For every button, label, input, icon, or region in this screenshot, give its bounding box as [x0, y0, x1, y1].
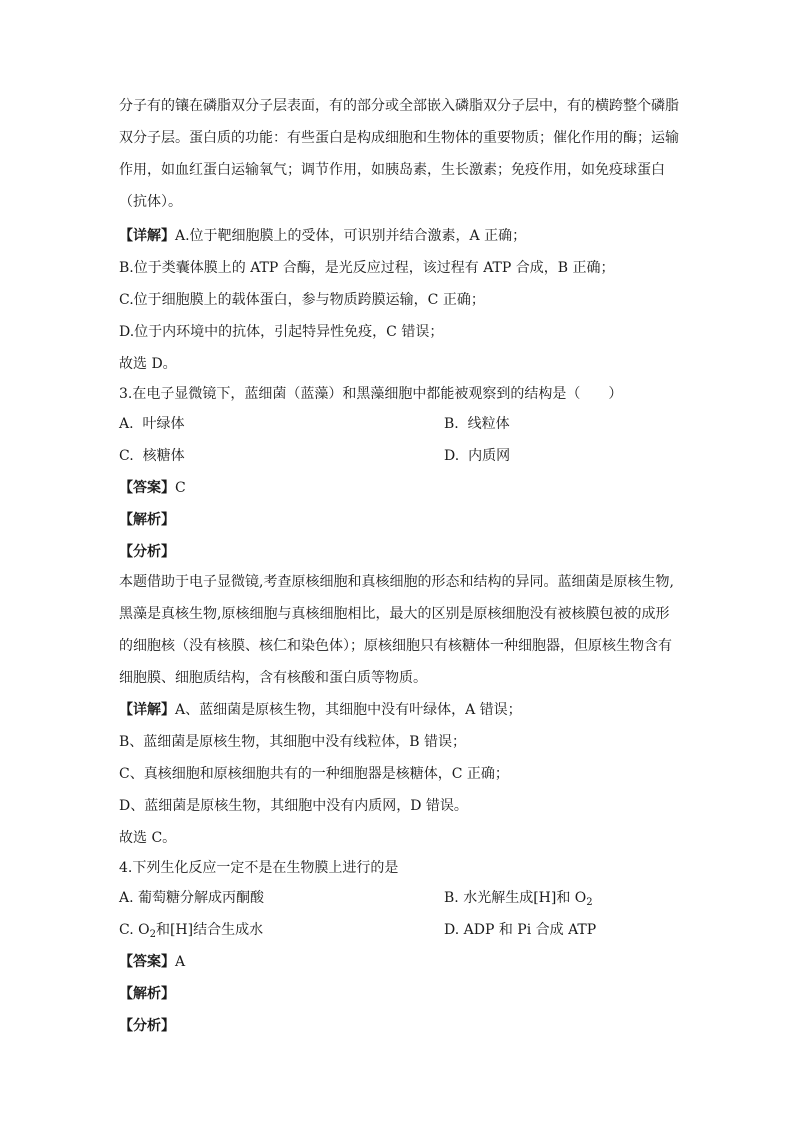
q2-conclusion: 故选 D。	[119, 356, 177, 372]
q2-detail-line: D.位于内环境中的抗体，引起特异性免疫，C 错误；	[119, 324, 444, 340]
q4-option-d: D. ADP 和 Pi 合成 ATP	[444, 922, 597, 938]
intro-line: （抗体）。	[119, 194, 182, 210]
q3-fenxi-line: 本题借助于电子显微镜,考查原核细胞和真核细胞的形态和结构的异同。蓝细菌是原核生物,	[119, 574, 674, 590]
q3-stem: 3.在电子显微镜下，蓝细菌（蓝藻）和黑藻细胞中都能被观察到的结构是（ ）	[119, 386, 623, 402]
intro-line: 作用，如血红蛋白运输氧气；调节作用，如胰岛素，生长激素；免疫作用，如免疫球蛋白	[119, 162, 665, 178]
q3-detail-line: D、蓝细菌是原核生物，其细胞中没有内质网，D 错误。	[119, 798, 468, 814]
q4-option-a: A. 葡萄糖分解成丙酮酸	[119, 890, 265, 906]
q3-detail-line: B、蓝细菌是原核生物，其细胞中没有线粒体，B 错误；	[119, 734, 467, 750]
q2-detail-line: B.位于类囊体膜上的 ATP 合酶，是光反应过程，该过程有 ATP 合成，B 正确；	[119, 260, 615, 276]
q3-fenxi-line: 细胞膜、细胞质结构，含有核酸和蛋白质等物质。	[119, 670, 427, 686]
q3-fenxi-tag: 【分析】	[119, 544, 175, 560]
q2-detail-line: C.位于细胞膜上的载体蛋白，参与物质跨膜运输，C 正确；	[119, 292, 485, 308]
q4-answer: 【答案】A	[119, 954, 186, 970]
q3-analysis-tag: 【解析】	[119, 512, 175, 528]
q4-analysis-tag: 【解析】	[119, 986, 175, 1002]
q3-conclusion: 故选 C。	[119, 830, 177, 846]
q3-fenxi-line: 的细胞核（没有核膜、核仁和染色体）；原核细胞只有核糖体一种细胞器，但原核生物含有	[119, 638, 672, 654]
q4-option-b: B. 水光解生成[H]和 $O_2$	[444, 890, 593, 908]
q3-option-a: A. 叶绿体	[119, 416, 185, 432]
q3-detail-line: C、真核细胞和原核细胞共有的一种细胞器是核糖体，C 正确；	[119, 766, 509, 782]
q3-option-c: C. 核糖体	[119, 448, 185, 464]
q4-fenxi-tag: 【分析】	[119, 1018, 175, 1034]
intro-line: 双分子层。蛋白质的功能：有些蛋白是构成细胞和生物体的重要物质；催化作用的酶；运输	[119, 130, 679, 146]
q3-answer: 【答案】C	[119, 480, 186, 496]
q3-fenxi-line: 黑藻是真核生物,原核细胞与真核细胞相比，最大的区别是原核细胞没有被核膜包被的成形	[119, 606, 670, 622]
q4-option-c: C. $O_2$和[H]结合生成水	[119, 922, 264, 940]
q3-detail-line: 【详解】A、蓝细菌是原核生物，其细胞中没有叶绿体，A 错误；	[119, 702, 522, 718]
detail-tag: 【详解】	[119, 228, 175, 244]
intro-line: 分子有的镶在磷脂双分子层表面，有的部分或全部嵌入磷脂双分子层中，有的横跨整个磷脂	[119, 98, 679, 114]
q3-option-b: B. 线粒体	[444, 416, 510, 432]
q3-option-d: D. 内质网	[444, 448, 511, 464]
q4-stem: 4.下列生化反应一定不是在生物膜上进行的是	[119, 860, 399, 876]
q2-detail-line: 【详解】A.位于靶细胞膜上的受体，可识别并结合激素，A 正确；	[119, 228, 527, 244]
